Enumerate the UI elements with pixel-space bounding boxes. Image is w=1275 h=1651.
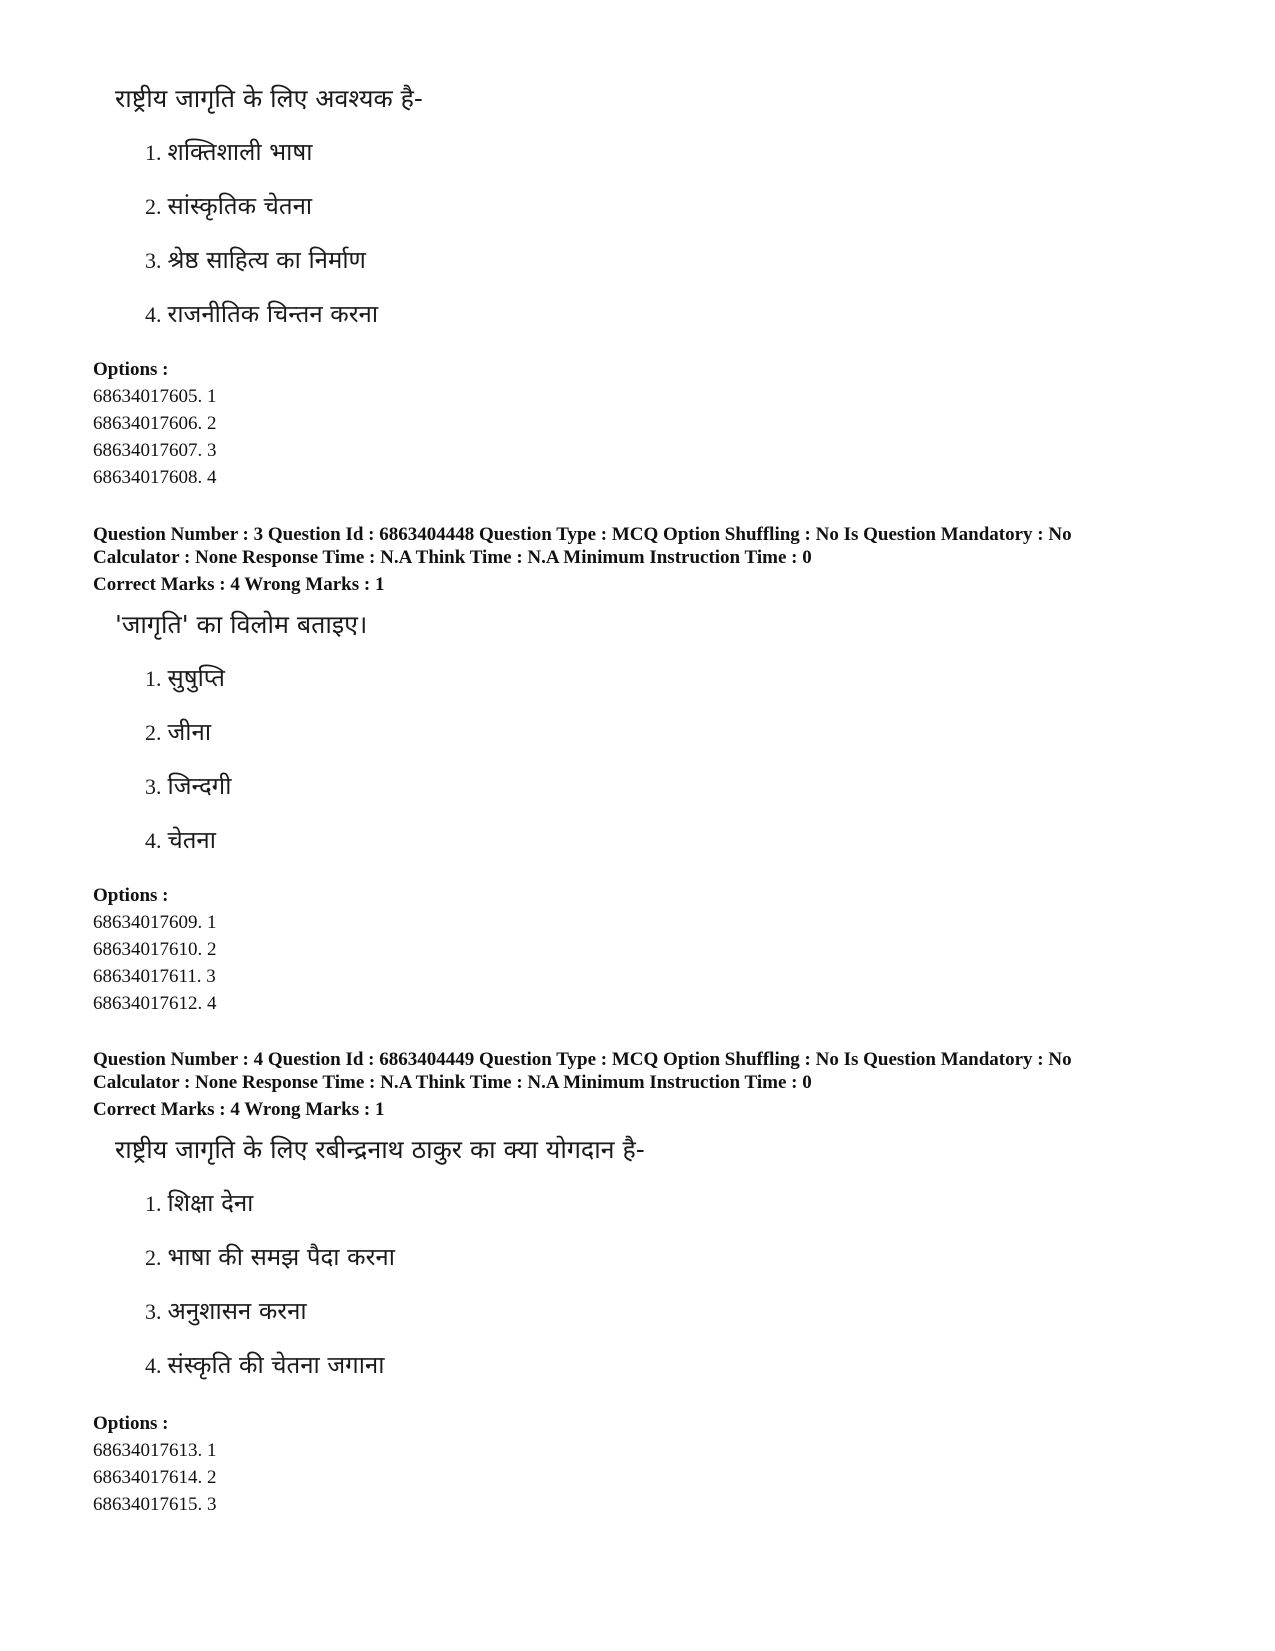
- question-4-text: राष्ट्रीय जागृति के लिए रबीन्द्रनाथ ठाकुर का क्या योगदान है-: [115, 1135, 645, 1164]
- choice-number: 1.: [145, 1191, 162, 1216]
- option-line: 68634017615. 3: [93, 1494, 217, 1515]
- choice-text: संस्कृति की चेतना जगाना: [167, 1351, 385, 1379]
- options-label: Options :: [93, 359, 169, 380]
- question-3-choice-2: [145, 720, 211, 744]
- option-line: 68634017610. 2: [93, 939, 217, 960]
- option-line: 68634017609. 1: [93, 912, 217, 933]
- choice-text: जीना: [167, 718, 212, 746]
- choice-number: 2.: [145, 1245, 162, 1270]
- options-label: Options :: [93, 885, 169, 906]
- choice-number: 1.: [145, 666, 162, 691]
- question-2-choice-3: [145, 248, 366, 272]
- choice-text: शिक्षा देना: [167, 1189, 254, 1217]
- choice-number: 4.: [145, 828, 162, 853]
- option-line: 68634017611. 3: [93, 966, 216, 987]
- question-2-choice-1: [145, 140, 312, 164]
- choice-text: शक्तिशाली भाषा: [167, 138, 313, 166]
- choice-text: सुषुप्ति: [167, 664, 225, 692]
- question-2-choice-4: [145, 302, 378, 326]
- question-3-choice-3: [145, 774, 231, 798]
- options-label: Options :: [93, 1413, 169, 1434]
- choice-text: चेतना: [167, 826, 216, 854]
- choice-number: 4.: [145, 302, 162, 327]
- option-line: 68634017614. 2: [93, 1467, 217, 1488]
- question-4-meta-line-1: Question Number : 4 Question Id : 6863404449 Question Type : MCQ Option Shuffling : No Is Question Mandatory : No: [93, 1049, 1072, 1070]
- choice-number: 3.: [145, 774, 162, 799]
- question-3-choice-4: [145, 828, 216, 852]
- question-2-choice-2: [145, 194, 312, 218]
- question-3-choice-1: [145, 666, 225, 690]
- choice-number: 2.: [145, 194, 162, 219]
- question-2-text: राष्ट्रीय जागृति के लिए अवश्यक है-: [115, 84, 423, 113]
- question-3-meta-line-1: Question Number : 3 Question Id : 6863404448 Question Type : MCQ Option Shuffling : No Is Question Mandatory : No: [93, 524, 1072, 545]
- question-4-meta-line-2: Calculator : None Response Time : N.A Think Time : N.A Minimum Instruction Time : 0: [93, 1072, 812, 1093]
- question-3-marks: Correct Marks : 4 Wrong Marks : 1: [93, 574, 385, 595]
- option-line: 68634017607. 3: [93, 440, 217, 461]
- question-3-text: 'जागृति' का विलोम बताइए।: [115, 610, 368, 639]
- choice-text: श्रेष्ठ साहित्य का निर्माण: [167, 246, 366, 274]
- option-line: 68634017612. 4: [93, 993, 217, 1014]
- choice-text: राजनीतिक चिन्तन करना: [167, 300, 379, 328]
- option-line: 68634017605. 1: [93, 386, 217, 407]
- question-4-choice-3: [145, 1299, 307, 1323]
- choice-number: 4.: [145, 1353, 162, 1378]
- choice-number: 2.: [145, 720, 162, 745]
- option-line: 68634017613. 1: [93, 1440, 217, 1461]
- choice-number: 3.: [145, 248, 162, 273]
- question-4-choice-1: [145, 1191, 253, 1215]
- choice-text: सांस्कृतिक चेतना: [167, 192, 313, 220]
- choice-number: 1.: [145, 140, 162, 165]
- choice-text: अनुशासन करना: [167, 1297, 307, 1325]
- choice-number: 3.: [145, 1299, 162, 1324]
- question-4-choice-2: [145, 1245, 395, 1269]
- choice-text: जिन्दगी: [167, 772, 232, 800]
- question-4-marks: Correct Marks : 4 Wrong Marks : 1: [93, 1099, 385, 1120]
- question-4-choice-4: [145, 1353, 384, 1377]
- option-line: 68634017608. 4: [93, 467, 217, 488]
- question-3-meta-line-2: Calculator : None Response Time : N.A Think Time : N.A Minimum Instruction Time : 0: [93, 547, 812, 568]
- choice-text: भाषा की समझ पैदा करना: [167, 1243, 395, 1271]
- option-line: 68634017606. 2: [93, 413, 217, 434]
